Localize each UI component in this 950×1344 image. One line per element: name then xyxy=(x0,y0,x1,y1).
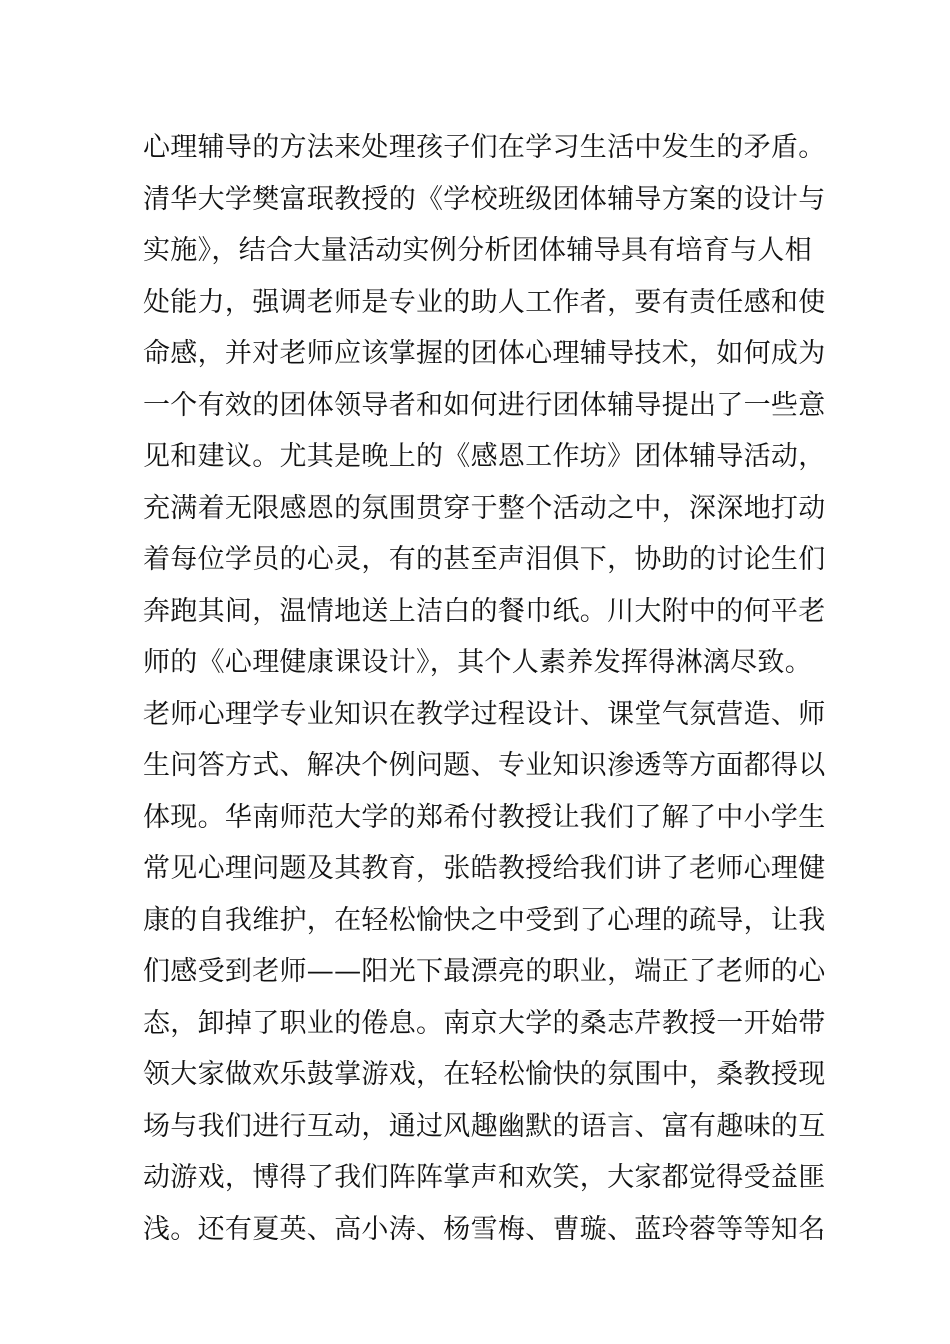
text-line: 着每位学员的心灵，有的甚至声泪俱下，协助的讨论生们 xyxy=(143,544,826,575)
text-line: 场与我们进行互动，通过风趣幽默的语言、富有趣味的互 xyxy=(143,1110,826,1142)
text-line: 见和建议。尤其是晚上的《感恩工作坊》团体辅导活动， xyxy=(143,441,826,472)
text-line: 动游戏，博得了我们阵阵掌声和欢笑，大家都觉得受益匪 xyxy=(143,1162,826,1193)
text-line: 实施》，结合大量活动实例分析团体辅导具有培育与人相 xyxy=(143,235,812,266)
text-line: 们感受到老师——阳光下最漂亮的职业，端正了老师的心 xyxy=(143,956,826,987)
text-line: 充满着无限感恩的氛围贯穿于整个活动之中，深深地打动 xyxy=(143,492,826,524)
text-line: 态，卸掉了职业的倦息。南京大学的桑志芹教授一开始带 xyxy=(143,1007,826,1039)
text-line: 康的自我维护，在轻松愉快之中受到了心理的疏导，让我 xyxy=(143,904,826,936)
text-line: 清华大学樊富珉教授的《学校班级团体辅导方案的设计与 xyxy=(143,183,826,215)
text-line: 老师心理学专业知识在教学过程设计、课堂气氛营造、师 xyxy=(143,698,826,730)
text-line: 体现。华南师范大学的郑希付教授让我们了解了中小学生 xyxy=(143,801,826,833)
body-text xyxy=(143,122,826,1255)
text-line: 处能力，强调老师是专业的助人工作者，要有责任感和使 xyxy=(143,286,826,318)
text-line: 常见心理问题及其教育，张皓教授给我们讲了老师心理健 xyxy=(143,853,826,884)
text-line: 领大家做欢乐鼓掌游戏，在轻松愉快的氛围中，桑教授现 xyxy=(143,1059,826,1090)
text-line: 师的《心理健康课设计》，其个人素养发挥得淋漓尽致。 xyxy=(143,647,812,678)
text-line: 奔跑其间，温情地送上洁白的餐巾纸。川大附中的何平老 xyxy=(143,595,826,627)
text-line: 心理辅导的方法来处理孩子们在学习生活中发生的矛盾。 xyxy=(143,132,826,163)
text-line: 一个有效的团体领导者和如何进行团体辅导提出了一些意 xyxy=(143,389,826,421)
text-line: 生问答方式、解决个例问题、专业知识渗透等方面都得以 xyxy=(143,750,826,781)
text-line: 命感，并对老师应该掌握的团体心理辅导技术，如何成为 xyxy=(143,338,826,369)
text-line: 浅。还有夏英、高小涛、杨雪梅、曹璇、蓝玲蓉等等知名 xyxy=(143,1213,826,1245)
